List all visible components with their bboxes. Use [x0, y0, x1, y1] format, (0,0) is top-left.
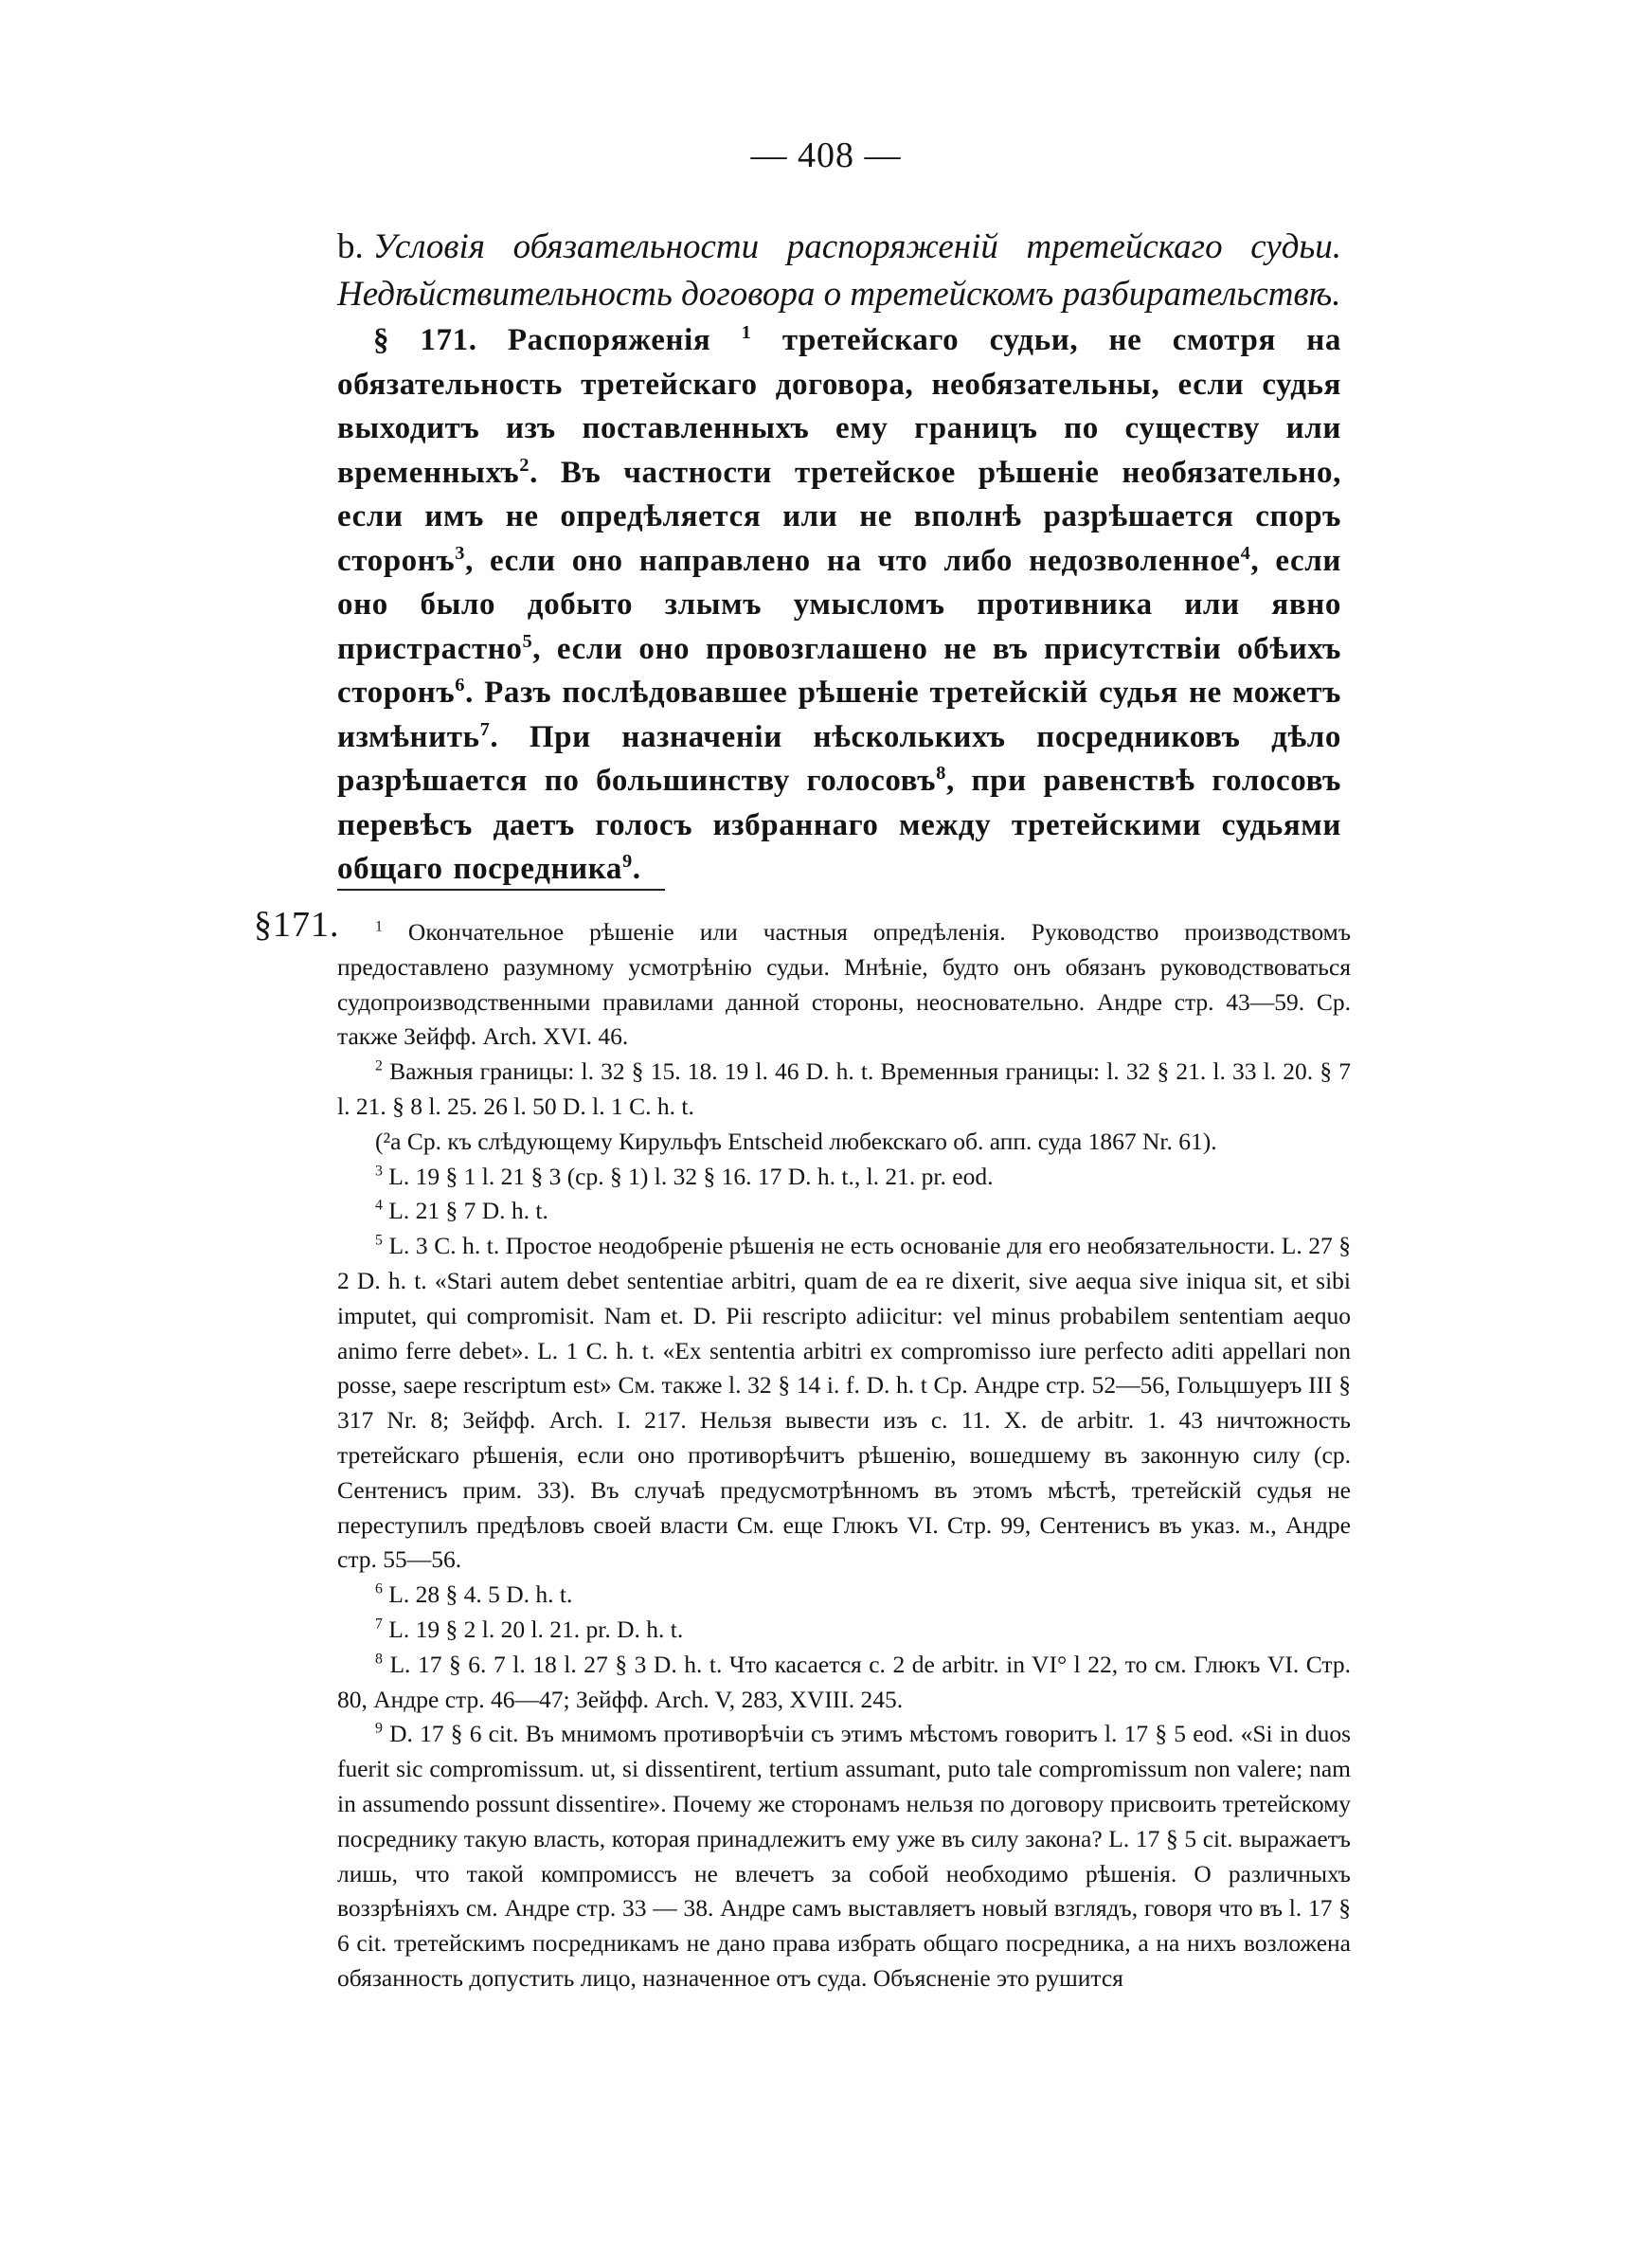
paragraph-part: . При назначеніи нѣсколькихъ посредниковъ дѣло разрѣшается по большинству голосовъ — [337, 719, 1341, 798]
page-number: — 408 — — [750, 135, 902, 175]
main-paragraph — [337, 318, 1341, 892]
paragraph-lead: § 171. Распоряженія — [373, 323, 711, 357]
footnote-text: L. 21 § 7 D. h. t. — [388, 1197, 548, 1225]
footnote-text: L. 19 § 2 l. 20 l. 21. pr. D. h. t. — [388, 1615, 684, 1643]
footnote-marker: 1 — [741, 322, 752, 343]
section-heading — [337, 224, 1341, 318]
footnote-text: L. 17 § 6. 7 l. 18 l. 27 § 3 D. h. t. Что касается с. 2 de arbitr. in VI° l 22, то см. Глюкъ VI. Стр. 80, Андре стр. 46—47; Зейфф. Arch. V, 283, XVIII. 245. — [337, 1650, 1351, 1713]
paragraph-part: , если оно направлено на что либо недозволенное — [465, 543, 1241, 578]
footnote — [337, 1194, 1351, 1229]
footnote-divider — [337, 889, 665, 891]
footnote-mark: 2 — [375, 1057, 383, 1074]
footnote-marker: 4 — [1240, 542, 1251, 564]
footnote — [337, 1717, 1351, 1995]
footnote — [337, 1125, 1351, 1160]
paragraph-part: третейскаго судьи, не смотря на обязательность третейскаго договора, необязательны, если судья выходитъ изъ поставленныхъ ему границъ по существу или временныхъ — [337, 323, 1341, 490]
footnote-mark: 6 — [375, 1580, 383, 1598]
footnote-text: L. 28 § 4. 5 D. h. t. — [388, 1580, 573, 1609]
footnote — [337, 1229, 1351, 1578]
footnote — [337, 1578, 1351, 1613]
footnote-mark: 1 — [375, 918, 383, 935]
paragraph-part: , если оно провозглашено не въ присутствіи обѣихъ сторонъ — [337, 631, 1341, 710]
footnote — [337, 915, 1351, 1055]
footnote-text: (²a Ср. къ слѣдующему Кирульфъ Entscheid любекскаго об. апп. суда 1867 Nr. 61). — [375, 1127, 1217, 1155]
footnote-mark: 3 — [375, 1163, 383, 1180]
footnote-text: L. 19 § 1 l. 21 § 3 (ср. § 1) l. 32 § 16. 17 D. h. t., l. 21. pr. eod. — [388, 1162, 994, 1190]
paragraph-part: , если оно было добыто злымъ умысломъ противника или явно пристрастно — [337, 543, 1341, 666]
footnote-mark: 8 — [375, 1651, 383, 1668]
footnote-marker: 2 — [519, 454, 530, 476]
heading-text: Условія обязательности распоряженій третейскаго судьи. Недѣйствительность договора о третейскомъ разбирательствѣ. — [337, 227, 1341, 314]
footnote-text: Важныя границы: l. 32 § 15. 18. 19 l. 46 D. h. t. Временныя границы: l. 32 § 21. l. 33 l. 20. § 7 l. 21. § 8 l. 25. 26 l. 50 D. l. 1 C. h. t. — [337, 1057, 1351, 1120]
paragraph-part: . Въ частности третейское рѣшеніе необязательно, если имъ не опредѣляется или не вполнѣ разрѣшается споръ сторонъ — [337, 455, 1341, 578]
heading-letter: b. — [337, 227, 364, 266]
footnote-marker: 9 — [621, 851, 633, 872]
footnote-marker: 5 — [522, 630, 533, 652]
footnote — [337, 1613, 1351, 1648]
footnote-text: L. 3 C. h. t. Простое неодобреніе рѣшенія не есть основаніе для его необязательности. L. 27 § 2 D. h. t. «Stari autem debet sententiae arbitri, quam de ea re dixerit, sive aequa sive iniqua sit, et sibi imputet, qui compromisit. Nam et. D. Pii rescripto adiicitur: vel minus probabilem sententiam aequo animo ferre debet». L. 1 C. h. t. «Ex sententia arbitri ex compromisso iure perfecto aditi appellari non posse, saepe rescriptum est» См. также l. 32 § 14 i. f. D. h. t Ср. Андре стр. 52—56, Гольцшуеръ III § 317 Nr. 8; Зейфф. Arch. I. 217. Нельзя вывести изъ с. 11. X. de arbitr. 1. 43 ничтожность третейскаго рѣшенія, если оно противорѣчитъ рѣшенію, вошедшему въ законную силу (ср. Сентенисъ прим. 33). Въ случаѣ предусмотрѣнномъ въ этомъ мѣстѣ, третейскій судья не переступилъ предѣловъ своей власти См. еще Глюкъ VI. Стр. 99, Сентенисъ въ указ. м., Андре стр. 55—56. — [337, 1232, 1351, 1574]
footnote-text: Окончательное рѣшеніе или частныя опредѣленія. Руководство производствомъ предоставлено разумному усмотрѣнію судьи. Мнѣніе, будто онъ обязанъ руководствоваться судопроизводственными правилами данной стороны, неосновательно. Андре стр. 43—59. Ср. также Зейфф. Arch. XVI. 46. — [337, 918, 1351, 1051]
paragraph-part: . Разъ послѣдовавшее рѣшеніе третейскій судья не можетъ измѣнить — [337, 676, 1341, 754]
footnote-mark: 9 — [375, 1720, 383, 1737]
paragraph-part: , при равенствѣ голосовъ перевѣсъ даетъ голосъ избраннаго между третейскими судьями общаго посредника — [337, 764, 1342, 886]
footnote-marker: 7 — [479, 718, 491, 740]
footnote-mark: 4 — [375, 1197, 383, 1214]
footnotes — [337, 915, 1351, 1996]
footnote-marker: 3 — [455, 542, 466, 564]
footnote-text: D. 17 § 6 cit. Въ мнимомъ противорѣчіи съ этимъ мѣстомъ говоритъ l. 17 § 5 eod. «Si in duos fuerit sic compromissum. ut, si dissentirent, tertium assumant, puto tale compromissum non valere; nam in assumendo possunt dissentire». Почему же сторонамъ нельзя по договору присвоить третейскому посреднику такую власть, которая принадлежитъ ему уже въ силу закона? L. 17 § 5 cit. выражаетъ лишь, что такой компромиссъ не влечетъ за собой необходимо рѣшенія. О различныхъ воззрѣніяхъ см. Андре стр. 33 — 38. Андре самъ выставляетъ новый взглядъ, говоря что въ l. 17 § 6 cit. третейскимъ посредникамъ не дано права избрать общаго посредника, а на нихъ возложена обязанность допустить лицо, назначенное отъ суда. Объясненіе это рушится — [337, 1720, 1352, 1992]
footnote-mark: 7 — [375, 1616, 383, 1633]
footnote-marker: 6 — [455, 675, 466, 695]
footnote — [337, 1648, 1351, 1718]
footnote — [337, 1055, 1351, 1125]
footnote-section-label: §171. — [254, 905, 340, 945]
paragraph-part: . — [632, 852, 641, 886]
footnote-mark: 5 — [375, 1232, 383, 1249]
footnote — [337, 1160, 1351, 1195]
footnote-marker: 8 — [936, 763, 946, 784]
